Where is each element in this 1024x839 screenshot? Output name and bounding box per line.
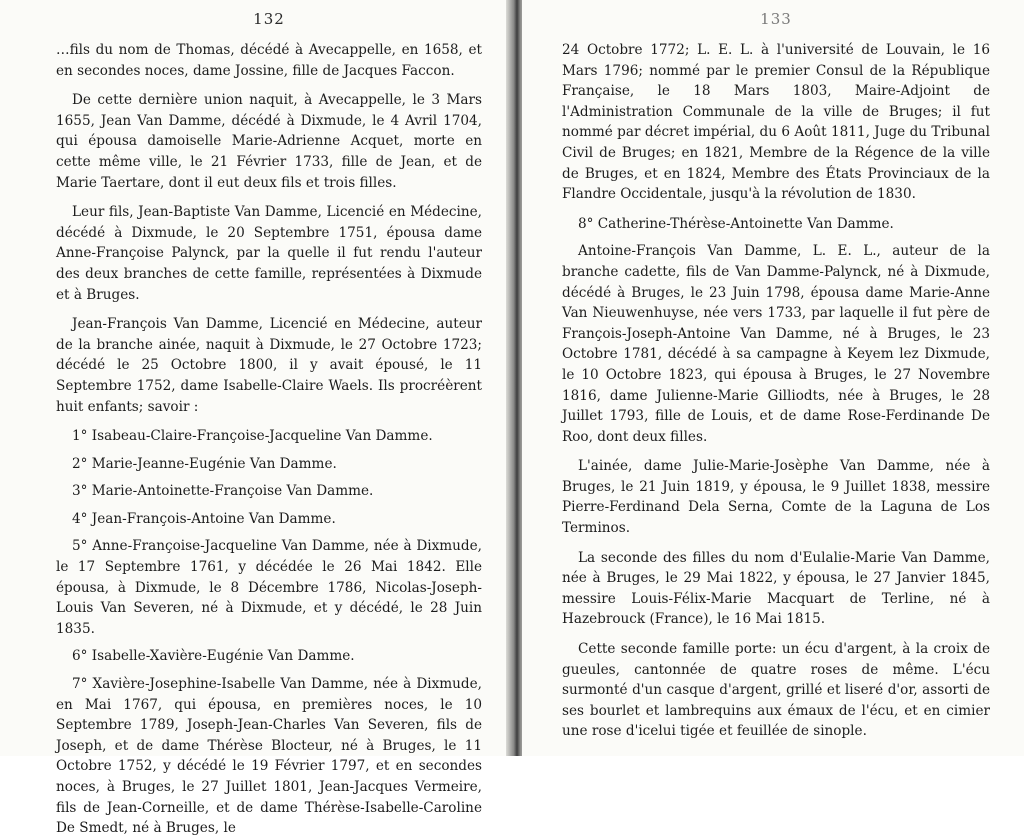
page-number: 132 (253, 10, 285, 28)
paragraph: 24 Octobre 1772; L. E. L. à l'université de Louvain, le 16 Mars 1796; nommé par le premier Consul de la République Française, le 18 Mars 1803, Maire-Adjoint de l'Administration Communale de la ville de Bruges; il fut nommé par décret impérial, du 6 Août 1811, Juge du Tribunal Civil de Bruges; en 1821, Membre de la Régence de la ville de Bruges, et en 1824, Membre des États Provinciaux de la Flandre Occidentale, jusqu'à la révolution de 1830. (562, 42, 990, 203)
left-page (0, 0, 512, 837)
list-item: 2° Marie-Jeanne-Eugénie Van Damme. (72, 455, 337, 472)
paragraph: Jean-François Van Damme, Licencié en Médecine, auteur de la branche ainée, naquit à Dixmude, le 27 Octobre 1723; décédé le 25 Octobre 1800, il y avait épousé, le 11 Septembre 1752, dame Isabelle-Claire Waels. Ils procréèrent huit enfants; savoir : (56, 316, 482, 415)
paragraph: L'ainée, dame Julie-Marie-Josèphe Van Damme, née à Bruges, le 21 Juin 1819, y épousa, le 9 Juillet 1838, messire Pierre-Ferdinand Dela Serna, Comte de la Laguna de Los Terminos. (562, 458, 990, 537)
list-item: 1° Isabeau-Claire-Françoise-Jacqueline Van Damme. (72, 428, 433, 445)
list-item: 7° Xavière-Josephine-Isabelle Van Damme, née à Dixmude, en Mai 1767, qui épousa, en premières noces, le 10 Septembre 1789, Joseph-Jean-Charles Van Severen, fils de Joseph, et de dame Thérèse Blocteur, né à Bruges, le 11 Octobre 1752, y décédé le 19 Février 1797, et en secondes noces, à Bruges, le 27 Juillet 1801, Jean-Jacques Vermeire, fils de Jean-Corneille, et de dame Thérèse-Isabelle-Caroline De Smedt, né à Bruges, le (56, 676, 482, 837)
paragraph: …fils du nom de Thomas, décédé à Avecappelle, en 1658, et en secondes noces, dame Jossine, fille de Jacques Faccon. (56, 42, 482, 79)
list-item: 3° Marie-Antoinette-Françoise Van Damme. (72, 483, 374, 500)
list-item: 5° Anne-Françoise-Jacqueline Van Damme, née à Dixmude, le 17 Septembre 1761, y décédée le 26 Mai 1842. Elle épousa, à Dixmude, le 8 Décembre 1786, Nicolas-Joseph-Louis Van Severen, né à Dixmude, et y décédé, le 28 Juin 1835. (56, 538, 482, 637)
list-item: 6° Isabelle-Xavière-Eugénie Van Damme. (72, 648, 355, 665)
paragraph: Leur fils, Jean-Baptiste Van Damme, Licencié en Médecine, décédé à Dixmude, le 20 Septembre 1751, épousa dame Anne-Françoise Palynck, par la quelle il fut rendu l'auteur des deux branches de cette famille, représentées à Dixmude et à Bruges. (56, 204, 482, 303)
paragraph: La seconde des filles du nom d'Eulalie-Marie Van Damme, née à Bruges, le 29 Mai 1822, y épousa, le 27 Janvier 1845, messire Louis-Félix-Marie Macquart de Terline, né à Hazebrouck (France), le 16 Mai 1815. (562, 549, 990, 628)
paragraph: Antoine-François Van Damme, L. E. L., auteur de la branche cadette, fils de Van Damme-Palynck, né à Dixmude, décédé à Bruges, le 23 Juin 1798, épousa dame Marie-Anne Van Nieuwenhuyse, née vers 1733, par laquelle il fut père de François-Joseph-Antoine Van Damme, né à Bruges, le 23 Octobre 1781, décédé à sa campagne à Keyem lez Dixmude, le 10 Octobre 1823, qui épousa à Bruges, le 27 Novembre 1816, dame Julienne-Marie Gilliodts, née à Bruges, le 28 Juillet 1793, fille de Louis, et de dame Rose-Ferdinande De Roo, dont deux filles. (562, 243, 990, 445)
paragraph: Cette seconde famille porte: un écu d'argent, à la croix de gueules, cantonnée de quatre roses de même. L'écu surmonté d'un casque d'argent, grillé et liseré d'or, assorti de ses bourlet et lambrequins aux émaux de l'écu, et en cimier une rose d'icelui tigée et feuillée de sinople. (562, 641, 990, 740)
paragraph: De cette dernière union naquit, à Avecappelle, le 3 Mars 1655, Jean Van Damme, décédé à Dixmude, le 4 Avril 1704, qui épousa damoiselle Marie-Adrienne Acquet, morte en cette même ville, le 21 Février 1733, fille de Jean, et de Marie Taertare, dont il eut deux fils et trois filles. (56, 92, 482, 191)
page-number: 133 (760, 10, 792, 28)
right-page (522, 0, 1024, 756)
list-item: 8° Catherine-Thérèse-Antoinette Van Damme. (578, 215, 894, 232)
list-item: 4° Jean-François-Antoine Van Damme. (72, 510, 336, 527)
